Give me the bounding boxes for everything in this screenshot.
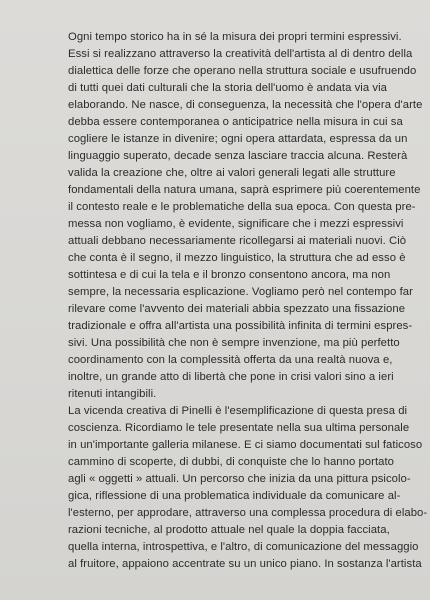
text-line: rilevare come l'avvento dei materiali abbia spezzato una fissazione [68,303,406,315]
text-line: La vicenda creativa di Pinelli è l'esemplificazione di questa presa di [68,405,408,417]
text-line: dialettica delle forze che operano nella struttura sociale e usufruendo [68,65,417,77]
text-line: in un'importante galleria milanese. E ci siamo documentati sul faticoso [68,439,423,451]
text-line: attuali debbano necessariamente ricollegarsi ai materiali nuovi. Ciò [68,235,407,247]
text-line: tradizionale e offra all'artista una possibilità infinita di termini espres- [68,320,413,332]
text-line: messa non vogliamo, è evidente, significare che i mezzi espressivi [68,218,404,230]
text-line: razioni tecniche, al prodotto attuale nel quale la doppia facciata, [68,524,390,536]
text-line: l'esterno, per approdare, attraverso una complessa procedura di elabo- [68,507,428,519]
text-line: linguaggio superato, decade senza lasciare traccia alcuna. Resterà [68,150,408,162]
text-line: gica, riflessione di una problematica individuale da comunicare al- [68,490,401,502]
text-line: coscienza. Ricordiamo le tele presentate nella sua ultima personale [68,422,410,434]
text-line: al fruitore, appaiono accentrate su un unico piano. In sostanza l'artista [68,558,422,570]
text-line: inoltre, un grande atto di libertà che pone in crisi valori sino a ieri [68,371,394,383]
text-line: agli « oggetti » attuali. Un percorso che inizia da una pittura psicolo- [68,473,411,485]
text-line: Ogni tempo storico ha in sé la misura dei propri termini espressivi. [68,31,402,43]
text-line: ritenuti intangibili. [68,388,157,400]
text-line: cogliere le istanze in divenire; ogni opera attardata, espressa da un [68,133,408,145]
text-line: sivi. Una possibilità che non è sempre invenzione, ma più perfetto [68,337,400,349]
text-line: debba essere contemporanea o anticipatrice nella misura in cui sa [68,116,403,128]
text-line: di tutti quei dati culturali che la storia dell'uomo è andata via via [68,82,387,94]
text-line: Essi si realizzano attraverso la creatività dell'artista al di dentro della [68,48,413,60]
text-line: quella interna, introspettiva, e l'altro, di comunicazione del messaggio [68,541,419,553]
text-line: fondamentali della natura umana, saprà esprimere più coerentemente [68,184,421,196]
text-line: cammino di scoperte, di dubbi, di conquiste che lo hanno portato [68,456,394,468]
text-line: valida la creazione che, oltre ai valori generali legati alle strutture [68,167,396,179]
text-line: sottintesa e di cui la tela e il bronzo consentono ancora, ma non [68,269,391,281]
text-line: elaborando. Ne nasce, di conseguenza, la necessità che l'opera d'arte [68,99,423,111]
text-line: che conta è il segno, il mezzo linguistico, la struttura che ad esso è [68,252,406,264]
text-line: sempre, la necessaria esplicazione. Vogliamo però nel contempo far [68,286,413,298]
text-line: coordinamento con la complessità offerta da una realtà nuova e, [68,354,393,366]
text-line: il contesto reale e le problematiche della sua epoca. Con questa pre- [68,201,416,213]
